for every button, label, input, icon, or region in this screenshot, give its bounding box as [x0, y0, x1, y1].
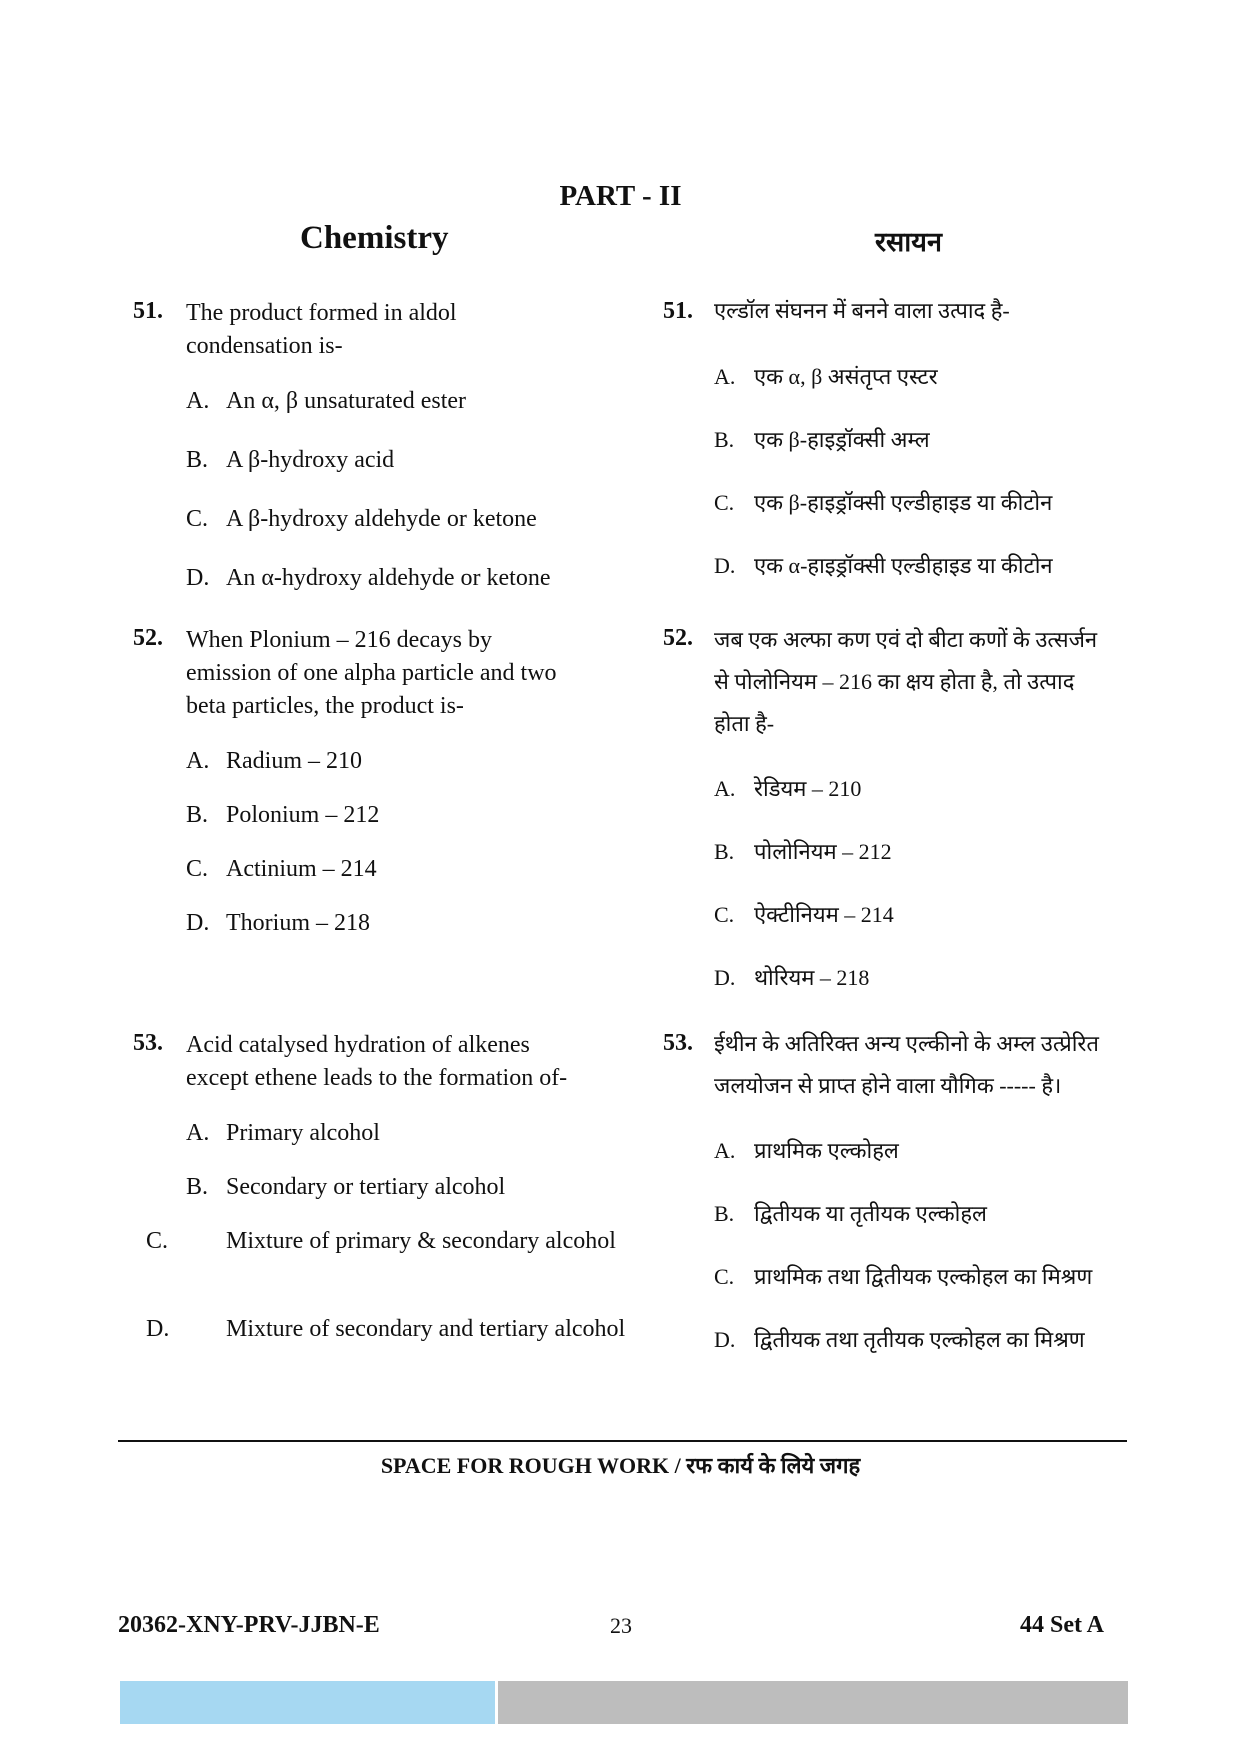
part-title: PART - II	[559, 180, 682, 212]
paper-code: 20362-XNY-PRV-JJBN-E	[118, 1612, 380, 1638]
option-a-hi[interactable]: A. रेडियम – 210	[714, 776, 862, 801]
question-number: 52.	[133, 625, 163, 651]
option-b[interactable]: B. A β-hydroxy acid	[186, 447, 395, 473]
option-d-hi[interactable]: D. एक α-हाइड्रॉक्सी एल्डीहाइड या कीटोन	[714, 553, 1053, 578]
question-text: The product formed in aldol condensation is-	[186, 300, 457, 359]
option-b-hi[interactable]: B. एक β-हाइड्रॉक्सी अम्ल	[714, 427, 930, 452]
option-d[interactable]: D. An α-hydroxy aldehyde or ketone	[186, 565, 551, 591]
question-text: Acid catalysed hydration of alkenes except ethene leads to the formation of-	[186, 1032, 568, 1091]
option-a[interactable]: A. An α, β unsaturated ester	[186, 388, 467, 414]
question-text: When Plonium – 216 decays by emission of one alpha particle and two beta particles, the product is-	[186, 627, 557, 719]
option-d-hi[interactable]: D. थोरियम – 218	[714, 965, 870, 990]
option-d[interactable]: D. Mixture of secondary and tertiary alcohol	[146, 1316, 626, 1342]
option-c-hi[interactable]: C. ऐक्टीनियम – 214	[714, 902, 894, 927]
question-text-hi: जब एक अल्फा कण एवं दो बीटा कणों के उत्सर्जन से पोलोनियम – 216 का क्षय होता है, तो उत्पाद होता है-	[714, 627, 1098, 736]
option-d-hi[interactable]: D. द्वितीयक तथा तृतीयक एल्कोहल का मिश्रण	[714, 1327, 1085, 1352]
option-c-hi[interactable]: C. एक β-हाइड्रॉक्सी एल्डीहाइड या कीटोन	[714, 490, 1053, 515]
set-label: 44 Set A	[1020, 1612, 1104, 1638]
question-number-hi: 52.	[663, 625, 693, 651]
question-text-hi: ईथीन के अतिरिक्त अन्य एल्कीनो के अम्ल उत्प्रेरित जलयोजन से प्राप्त होने वाला यौगिक ----- है।	[714, 1031, 1099, 1098]
footer-bar-blue	[120, 1681, 495, 1724]
option-a[interactable]: A. Primary alcohol	[186, 1120, 380, 1146]
option-c[interactable]: C. A β-hydroxy aldehyde or ketone	[186, 506, 537, 532]
option-c[interactable]: C. Mixture of primary & secondary alcohol	[146, 1228, 616, 1254]
option-b[interactable]: B. Secondary or tertiary alcohol	[186, 1174, 506, 1200]
footer-bar-grey	[498, 1681, 1128, 1724]
option-a[interactable]: A. Radium – 210	[186, 748, 362, 774]
option-c-hi[interactable]: C. प्राथमिक तथा द्वितीयक एल्कोहल का मिश्रण	[714, 1264, 1093, 1289]
rough-work-label: SPACE FOR ROUGH WORK / रफ कार्य के लिये जगह	[380, 1453, 861, 1478]
question-number: 51.	[133, 298, 163, 324]
subject-english: Chemistry	[300, 220, 449, 256]
subject-hindi: रसायन	[875, 227, 942, 257]
question-number: 53.	[133, 1030, 163, 1056]
page-number: 23	[610, 1613, 632, 1638]
option-b-hi[interactable]: B. पोलोनियम – 212	[714, 839, 892, 864]
option-a-hi[interactable]: A. प्राथमिक एल्कोहल	[714, 1138, 899, 1163]
option-a-hi[interactable]: A. एक α, β असंतृप्त एस्टर	[714, 364, 938, 389]
question-text-hi: एल्डॉल संघनन में बनने वाला उत्पाद है-	[714, 298, 1010, 323]
option-c[interactable]: C. Actinium – 214	[186, 856, 377, 882]
option-d[interactable]: D. Thorium – 218	[186, 910, 370, 936]
option-b-hi[interactable]: B. द्वितीयक या तृतीयक एल्कोहल	[714, 1201, 987, 1226]
option-b[interactable]: B. Polonium – 212	[186, 802, 380, 828]
question-number-hi: 53.	[663, 1030, 693, 1056]
question-number-hi: 51.	[663, 298, 693, 324]
rough-work-divider	[118, 1440, 1127, 1442]
